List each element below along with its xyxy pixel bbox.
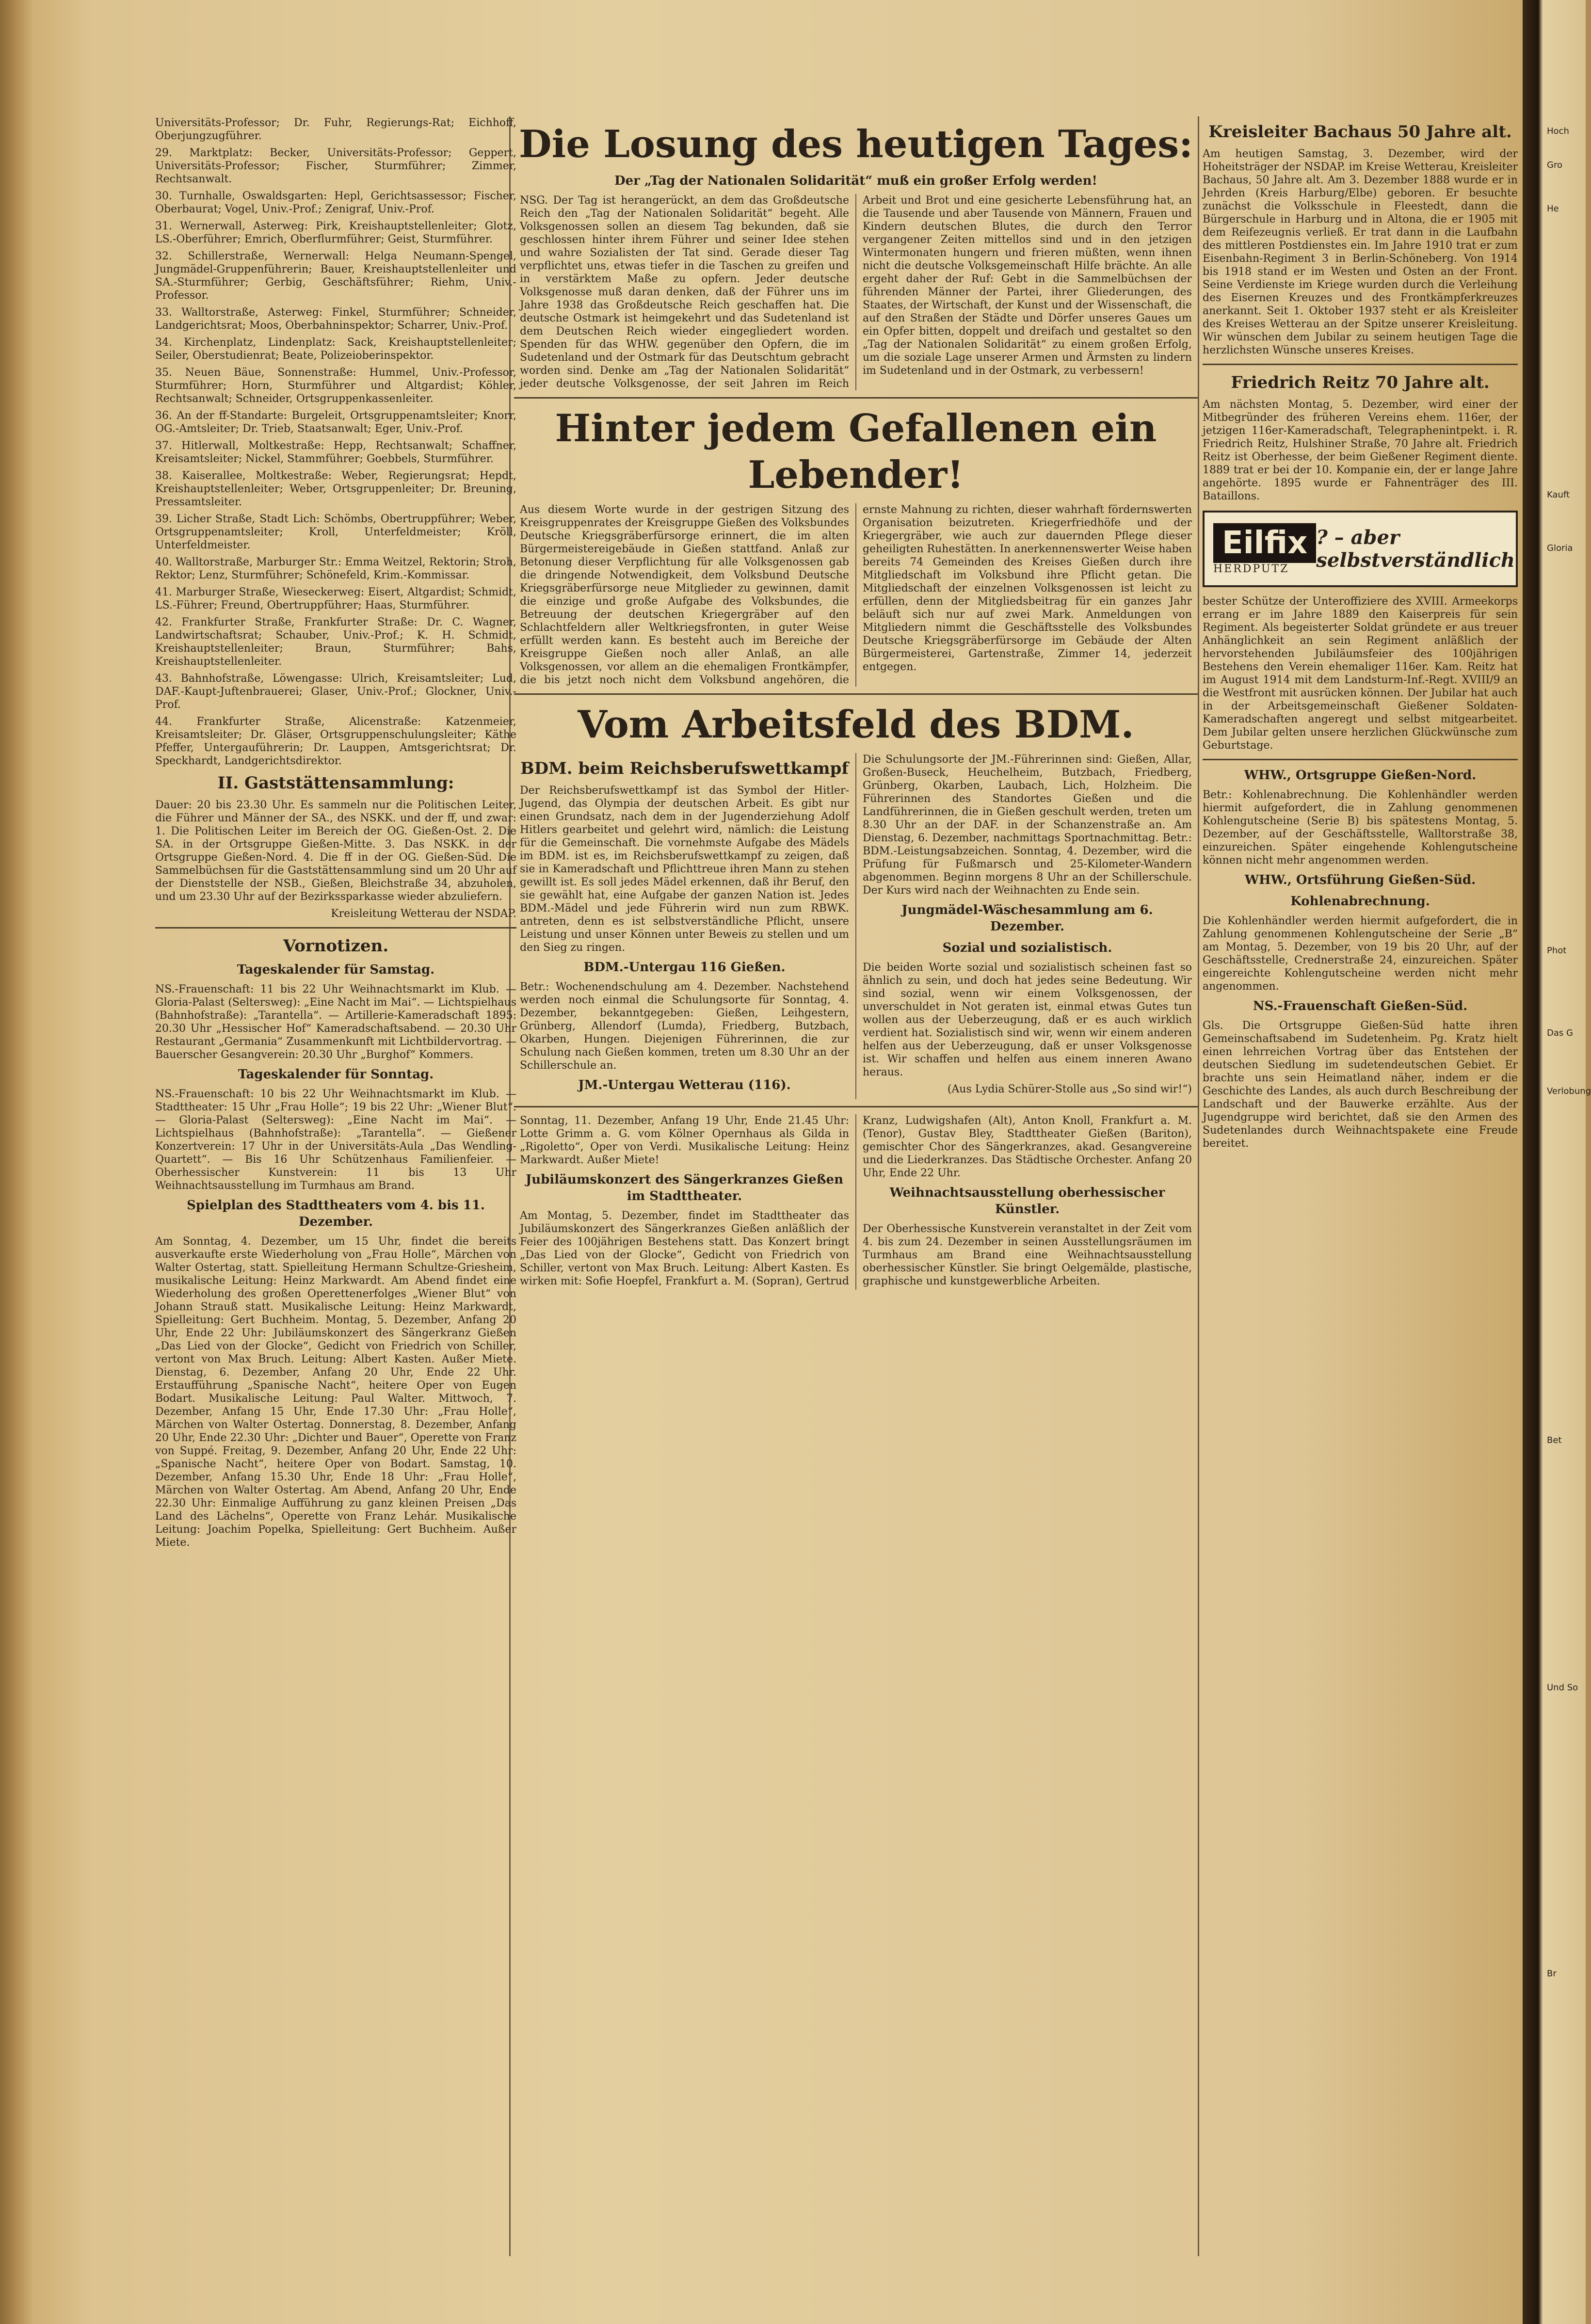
bdm-untergau-heading: BDM.-Untergau 116 Gießen.: [583, 960, 786, 975]
collection-point-item: 39. Licher Straße, Stadt Lich: Schömbs, Obertruppführer; Weber, Ortsgruppenamtsleiter; Kroll, Unterfeldmeister; Kröll, Unterfeldmeister.: [155, 513, 516, 551]
spielplan-text: Am Sonntag, 4. Dezember, um 15 Uhr, findet die bereits ausverkaufte erste Wiederholung von „Frau Holle“, Märchen von Walter Ostertag, statt. Spielleitung Hermann Schultze-Griesheim, musikalische Leitung: Heinz Markwardt. Am Abend findet eine Wiederholung des großen Operettenerfolges „Wiener Blut“ von Johann Strauß statt. Musikalische Leitung: Heinz Markwardt, Spielleitung: Gert Buchheim. Montag, 5. Dezember, Anfang 20 Uhr, Ende 22 Uhr: Jubiläumskonzert des Sängerkranz Gießen „Das Lied von der Glocke“, Gedicht von Friedrich von Schiller, vertont von Max Bruch. Leitung: Albert Kasten. Außer Miete. Dienstag, 6. Dezember, Anfang 20 Uhr, Ende 22 Uhr. Erstaufführung „Spanische Nacht“, heitere Oper von Eugen Bodart. Musikalische Leitung: Paul Walter. Mittwoch, 7. Dezember, Anfang 15 Uhr, Ende 17.30 Uhr: „Frau Holle“, Märchen von Walter Ostertag. Donnerstag, 8. Dezember, Anfang 20 Uhr, Ende 22.30 Uhr: „Dichter und Bauer“, Operette von Franz von Suppé. Freitag, 9. Dezember, Anfang 20 Uhr, Ende 22 Uhr: „Spanische Nacht“, heitere Oper von Bodart. Samstag, 10. Dezember, Anfang 15.30 Uhr, Ende 18 Uhr: „Frau Holle“, Märchen von Walter Ostertag. Am Abend, Anfang 20 Uhr, Ende 22.30 Uhr: Einmalige Aufführung zu ganz kleinen Preisen „Das Land des Lächelns“, Operette von Franz Lehár. Musikalische Leitung: Joachim Popelka, Spielleitung: Gert Buchheim. Außer Miete.: [155, 1235, 516, 1549]
divider: [514, 397, 1198, 399]
collection-point-item: 44. Frankfurter Straße, Alicenstraße: Katzenmeier, Kreisamtsleiter; Dr. Gläser, Ortsgruppenschulungsleiter; Käthe Pfeffer, Untergauführerin; Dr. Lauppen, Amtsgerichtsrat; Dr. Speckhardt, Landgerichtsdirektor.: [155, 716, 516, 767]
center-column: [514, 116, 1198, 2256]
gaststaetten-signature: Kreisleitung Wetterau der NSDAP.: [331, 908, 516, 920]
bdm-subheading: BDM. beim Reichsberufswettkampf: [520, 759, 849, 778]
next-page-fragment: Gro: [1547, 160, 1562, 170]
right-column: [1203, 116, 1518, 2256]
divider: [1203, 364, 1518, 365]
gaststaetten-heading: II. Gaststättensammlung:: [217, 773, 454, 793]
jm-waesche-source: (Aus Lydia Schürer-Stolle aus „So sind wir!“): [947, 1083, 1192, 1095]
rigoletto-text: Sonntag, 11. Dezember, Anfang 19 Uhr, Ende 21.45 Uhr: Lotte Grimm a. G. vom Kölner Opernhaus als Gilda in „Rigoletto“, Oper von Verdi. Musikalische Leitung: Heinz Markwardt. Außer Miete!: [520, 1114, 849, 1166]
subheadline-losung: Der „Tag der Nationalen Solidarität“ muß ein großer Erfolg werden!: [614, 174, 1097, 188]
collection-point-item: 38. Kaiserallee, Moltkestraße: Weber, Regierungsrat; Hepdt, Kreishauptstellenleiter; Weber, Ortsgruppenleiter; Dr. Breuning, Pressamtsleiter.: [155, 470, 516, 508]
jubilaeumskonzert-text: Am Montag, 5. Dezember, findet im Stadttheater das Jubiläumskonzert des Sängerkranzes Gießen anläßlich der Feier des 100jährigen Bestehens statt. Das Konzert bringt „Das Lied von der Glocke“, Gedicht von Friedrich von Schiller, vertont von Max Bruch. Leitung: Albert Kasten. Es wirken mit: Sofie Hoepfel, Frankfurt a. M. (Sopran), Gertrud Kranz, Ludwigshafen (Alt), Anton Knoll, Frankfurt a. M. (Tenor), Gustav Bley, Stadttheater Gießen (Bariton), gemischter Chor des Sängerkranzes, akad. Gesangvereine und die Liederkranzes. Das Städtische Orchester. Anfang 20 Uhr, Ende 22 Uhr.: [520, 1114, 1192, 1287]
gaststaetten-text: Dauer: 20 bis 23.30 Uhr. Es sammeln nur die Politischen Leiter, die Führer und Männer der SA., des NSKK. und der ff, und zwar: 1. Die Politischen Leiter im Bereich der OG. Gießen-Ost. 2. Die SA. in der Ortsgruppe Gießen-Mitte. 3. Das NSKK. in der Ortsgruppe Gießen-Nord. 4. Die ff in der OG. Gießen-Süd. Die Sammelbüchsen für die Gaststättensammlung sind um 20 Uhr auf der Dienststelle der NSB., Gießen, Bleichstraße 34, abzuholen, und um 23.30 Uhr auf der Bezirkssparkasse wieder abzuliefern.: [155, 799, 516, 903]
jm-text: Die Schulungsorte der JM.-Führerinnen sind: Gießen, Allar, Großen-Buseck, Heuchelheim, Butzbach, Friedberg, Grünberg, Okarben, Laubach, Lich, Holzheim. Die Führerinnen des Standortes Gießen und die Landführerinnen, die in Gießen geschult werden, treten um 8.30 Uhr an der DAF. in der Schanzenstraße an. Am Dienstag, 6. Dezember, nachmittags Sportnachmittag. Betr.: BDM.-Leistungsabzeichen. Sonntag, 4. Dezember, wird die Prüfung für Fußmarsch und 25-Kilometer-Wandern abgenommen. Beginn morgens 8 Uhr an der Schillerschule. Der Kurs wird nach der Weihnachten zu Ende sein.: [863, 753, 1192, 897]
next-page-fragment: Phot: [1547, 946, 1567, 956]
divider: [155, 927, 516, 929]
collection-point-item: 40. Walltorstraße, Marburger Str.: Emma Weitzel, Rektorin; Stroh, Rektor; Lenz, Sturmführer; Schönefeld, Krim.-Kommissar.: [155, 556, 516, 581]
eilfix-subtitle: HERDPUTZ: [1213, 562, 1289, 575]
headline-bdm: Vom Arbeitsfeld des BDM.: [578, 703, 1134, 747]
eilfix-advertisement: [1203, 511, 1518, 587]
collection-point-item: 34. Kirchenplatz, Lindenplatz: Sack, Kreishauptstellenleiter; Seiler, Oberstudienrat; Beate, Polizeioberinspektor.: [155, 337, 516, 362]
divider: [514, 693, 1198, 695]
next-page-fragment: Bet: [1547, 1435, 1562, 1445]
whw-sued-heading: WHW., Ortsführung Gießen-Süd.: [1244, 873, 1476, 887]
ns-frauenschaft-heading: NS.-Frauenschaft Gießen-Süd.: [1253, 999, 1468, 1013]
jubilaeumskonzert-heading: Jubiläumskonzert des Sängerkranzes Gießen im Stadttheater.: [525, 1172, 843, 1203]
reitz-heading: Friedrich Reitz 70 Jahre alt.: [1231, 373, 1490, 392]
headline-losung: Die Losung des heutigen Tages:: [519, 122, 1193, 166]
tageskalender-sonntag-text: NS.-Frauenschaft: 10 bis 22 Uhr Weihnachtsmarkt im Klub. — Stadttheater: 15 Uhr „Frau Holle“; 19 bis 22 Uhr: „Wiener Blut“. — Gloria-Palast (Seltersweg): „Eine Nacht im Mai“. — Lichtspielhaus (Bahnhofstraße): „Tarantella“. — Gießener Konzertverein: 17 Uhr in der Universitäts-Aula „Das Wendling-Quartett“. — Bis 16 Uhr Schützenhaus Familienfeier. — Oberhessischer Kunstverein: 11 bis 13 Uhr Weihnachtsausstellung im Turmhaus am Brand.: [155, 1088, 516, 1192]
vornotizen-heading: Vornotizen.: [283, 936, 389, 956]
spielplan-heading: Spielplan des Stadttheaters vom 4. bis 11. Dezember.: [187, 1198, 485, 1229]
weihnachtsausstellung-text: Der Oberhessische Kunstverein veranstaltet in der Zeit vom 4. bis zum 24. Dezember in seinen Ausstellungsräumen im Turmhaus am Brand eine Weihnachtsausstellung oberhessischer Künstler. Sie bringt Oelgemälde, plastische, graphische und kunstgewerbliche Arbeiten.: [863, 1222, 1192, 1287]
tageskalender-samstag-text: NS.-Frauenschaft: 11 bis 22 Uhr Weihnachtsmarkt im Klub. — Gloria-Palast (Seltersweg): „Eine Nacht im Mai“. — Lichtspielhaus (Bahnhofstraße): „Tarantella“. — Artillerie-Kameradschaft 1895: 20.30 Uhr „Hessischer Hof“ Kameradschaftsabend. — 20.30 Uhr Restaurant „Germania“ Zusammenkunft mit Lichtbildervortrag. — Bauerscher Gesangverein: 20.30 Uhr „Burghof“ Kommers.: [155, 983, 516, 1061]
whw-nord-heading: WHW., Ortsgruppe Gießen-Nord.: [1244, 768, 1477, 783]
collection-point-item: 35. Neuen Bäue, Sonnenstraße: Hummel, Univ.-Professor, Sturmführer; Horn, Sturmführer und Altgardist; Köhler, Rechtsanwalt; Schneider, Ortsgruppenkassenleiter.: [155, 367, 516, 405]
collection-points-list: [155, 146, 516, 768]
ns-frauenschaft-text: Gls. Die Ortsgruppe Gießen-Süd hatte ihren Gemeinschaftsabend im Sudetenheim. Pg. Kratz hielt einen lehrreichen Vortrag über das Entstehen der deutschen Siedlung im sudetendeutschen Gebiet. Er brachte uns sein Heimatland näher, indem er die Geschichte des Landes, als auch durch Beschreibung der Landschaft und der Bauwerke erzählte. Aus der Jugendgruppe wird berichtet, daß sie den Armen des Sudetenlandes durch Weihnachtspakete eine Freude bereitet.: [1203, 1020, 1518, 1150]
jm-waesche-heading: Jungmädel-Wäschesammlung am 6. Dezember.: [901, 903, 1153, 934]
tageskalender-sonntag-heading: Tageskalender für Sonntag.: [238, 1067, 434, 1082]
next-page-fragment: He: [1547, 204, 1559, 214]
tageskalender-samstag-heading: Tageskalender für Samstag.: [237, 962, 435, 977]
collection-point-item: 36. An der ff-Standarte: Burgeleit, Ortsgruppenamtsleiter; Knorr, OG.-Amtsleiter; Dr. Trieb, Staatsanwalt; Eger, Univ.-Prof.: [155, 410, 516, 435]
next-page-fragment: Br: [1547, 1969, 1557, 1979]
collection-point-item: 41. Marburger Straße, Wieseckerweg: Eisert, Altgardist; Schmidt, LS.-Führer; Freund, Obertruppführer; Haas, Sturmführer.: [155, 586, 516, 611]
collection-point-item: 29. Marktplatz: Becker, Universitäts-Professor; Geppert, Universitäts-Professor; Fischer, Sturmführer; Zimmer, Rechtsanwalt.: [155, 147, 516, 185]
eilfix-slogan: ? – aber selbstverständlich: [1316, 526, 1515, 572]
next-page-fragment: Verlobung: [1547, 1086, 1591, 1096]
reitz-text: Am nächsten Montag, 5. Dezember, wird einer der Mitbegründer des früheren Vereins ehem. 116er, der jetzigen 116er-Kameradschaft, Telegraphenintpekt. i. R. Friedrich Reitz, Hulshiner Straße, 70 Jahre alt. Friedrich Reitz ist Oberhesse, der beim Gießener Regiment diente. 1889 trat er bei der 10. Kompanie ein, der er lange Jahre angehörte. 1895 wurde er Fahnenträger des III. Bataillons.: [1203, 399, 1518, 502]
collection-point-item: 42. Frankfurter Straße, Frankfurter Straße: Dr. C. Wagner, Landwirtschaftsrat; Schauber, Univ.-Prof.; K. H. Schmidt, Kreishauptstellenleiter; Braun, Sturmführer; Bahs, Kreishauptstellenleiter.: [155, 616, 516, 668]
collection-point-item: 30. Turnhalle, Oswaldsgarten: Hepl, Gerichtsassessor; Fischer, Oberbaurat; Vogel, Univ.-Prof.; Zenigraf, Univ.-Prof.: [155, 190, 516, 215]
next-page-fragment: Das G: [1547, 1028, 1573, 1038]
bachhaus-heading: Kreisleiter Bachaus 50 Jahre alt.: [1208, 122, 1512, 142]
collection-point-item: 31. Wernerwall, Asterweg: Pirk, Kreishauptstellenleiter; Glotz, LS.-Oberführer; Emrich, Oberflurmführer; Geist, Sturmführer.: [155, 220, 516, 245]
jm-waesche-text: Die beiden Worte sozial und sozialistisch scheinen fast so ähnlich zu sein, und doch hat jedes seine Bedeutung. Wir sind sozial, wenn wir einem Volksgenossen, der unverschuldet in Not geraten ist, einmal etwas Gutes tun wollen aus der Ueberzeugung, daß er es auch wirklich verdient hat. Sozialistisch sind wir, wenn wir einem anderen helfen aus der Ueberzeugung, daß er unser Volksgenosse ist. Wir schaffen und helfen aus einem inneren Awano heraus.: [863, 962, 1192, 1078]
whw-sued-subheading: Kohlenabrechnung.: [1290, 894, 1430, 909]
headline-gefallenen: Hinter jedem Gefallenen ein Lebender!: [555, 406, 1157, 497]
next-page-fragment: Gloria: [1547, 543, 1573, 553]
left-intro: Universitäts-Professor; Dr. Fuhr, Regierungs-Rat; Eichhoff, Oberjungzugführer.: [155, 117, 516, 142]
eilfix-logo: Eilfix: [1213, 523, 1316, 563]
next-page-fragment: Kauft: [1547, 490, 1570, 500]
collection-point-item: 43. Bahnhofstraße, Löwengasse: Ulrich, Kreisamtsleiter; Lud, DAF.-Kaupt-Juftenbrauerei; Glaser, Univ.-Prof.; Glockner, Univ.-Prof.: [155, 673, 516, 711]
collection-point-item: 37. Hitlerwall, Moltkestraße: Hepp, Rechtsanwalt; Schaffner, Kreisamtsleiter; Nickel, Stammführer; Goebbels, Sturmführer.: [155, 440, 516, 465]
bachhaus-text: Am heutigen Samstag, 3. Dezember, wird der Hoheitsträger der NSDAP. im Kreise Wetterau, Kreisleiter Bachaus, 50 Jahre alt. Am 3. Dezember 1888 wurde er in Jehrden (Kreis Harburg/Elbe) geboren. Er besuchte zunächst die Volksschule in Fleestedt, dann die Bürgerschule in Harburg und in Altona, die er 1905 mit dem Reifezeugnis verließ. Er trat dann in die Laufbahn des mittleren Postdienstes ein. Im Jahre 1910 trat er zum Eisenbahn-Regiment 3 in Berlin-Schöneberg. Von 1914 bis 1918 stand er im Westen und Osten an der Front. Seine Verdienste im Kriege wurden durch die Verleihung des Eisernen Kreuzes und des Frontkämpferkreuzes anerkannt. Seit 1. Oktober 1937 steht er als Kreisleiter des Kreises Wetterau an der Spitze unserer Kreisleitung. Wir wünschen dem Jubilar zu seinem heutigen Tage die herzlichsten Wünsche unseres Kreises.: [1203, 148, 1518, 356]
whw-nord-text: Betr.: Kohlenabrechnung. Die Kohlenhändler werden hiermit aufgefordert, die in Zahlung genommenen Kohlengutscheine (Serie B) bis spätestens Montag, 5. Dezember, auf der Geschäftsstelle, Walltorstraße 38, einzureichen. Später eingehende Kohlengutscheine können nicht mehr angenommen werden.: [1203, 789, 1518, 866]
collection-point-item: 32. Schillerstraße, Wernerwall: Helga Neumann-Spengel, Jungmädel-Gruppenführerin; Bauer, Kreishauptstellenleiter und SA.-Sturmführer; Gerbig, Geschäftsführer; Riehm, Univ.-Professor.: [155, 250, 516, 302]
jm-waesche-subheading: Sozial und sozialistisch.: [942, 941, 1112, 955]
next-page-fragment: Und So: [1547, 1683, 1578, 1693]
article-losung-text: NSG. Der Tag ist herangerückt, an dem das Großdeutsche Reich den „Tag der Nationalen Solidarität“ begeht. Alle Volksgenossen sollen an diesem Tag bekunden, daß sie geschlossen hinter ihrem Führer und seiner Idee stehen und wahre Sozialisten der Tat sind. Gerade dieser Tag verpflichtet uns, etwas tiefer in die Taschen zu greifen und in verstärktem Maße zu opfern. Jeder deutsche Volksgenosse muß daran denken, daß der Führer uns im Jahre 1938 das Großdeutsche Reich geschaffen hat. Die deutsche Ostmark ist heimgekehrt und das Sudetenland ist dem Deutschen Reich wieder eingegliedert worden. Spenden für das WHW. gegenüber den Opfern, die im Sudetenland und der Ostmark für das Deutschtum gebracht worden sind. Denke am „Tag der Nationalen Solidarität“ jeder deutsche Volksgenosse, der seit Jahren im Reich Arbeit und Brot und eine gesicherte Lebensführung hat, an die Tausende und aber Tausende von Männern, Frauen und Kindern deutschen Blutes, die durch den Terror vergangener Zeiten mittellos sind und in den jetzigen Wintermonaten hungern und frieren müßten, wenn ihnen nicht die deutsche Volksgemeinschaft Hilfe brächte. An alle ergeht daher der Ruf: Gebt in die Sammelbüchsen der führenden Männer der Partei, ihrer Gliederungen, des Staates, der Wirtschaft, der Kunst und der Wissenschaft, die auf den Straßen der Städte und Dörfer unseres Gaues um ein Opfer bitten, doppelt und dreifach und gestaltet so den „Tag der Nationalen Solidarität“ zu einem großen Erfolg, um die soziale Lage unserer Armen und Ärmsten zu lindern im Sudetenland und in der Ostmark, zu verbessern!: [520, 194, 1192, 390]
article-gefallenen-text: Aus diesem Worte wurde in der gestrigen Sitzung des Kreisgruppenrates der Kreisgruppe Gießen des Volksbundes Deutsche Kriegsgräberfürsorge erinnert, die im alten Bürgermeistereigebäude in Gießen stattfand. Anlaß zur Betonung dieser Verpflichtung für alle Volksgenossen gab die dringende Notwendigkeit, dem Volksbund Deutsche Kriegsgräberfürsorge neue Mitglieder zu gewinnen, damit die einzige und große Aufgabe des Volksbundes, die Betreuung der deutschen Kriegergräber auf den Schlachtfeldern aller Weltkriegsfronten, in guter Weise erfüllt werden kann. Es besteht auch im Bereiche der Kreisgruppe Gießen noch aller Anlaß, an alle Volksgenossen, vor allem an die ehemaligen Frontkämpfer, die bis jetzt noch nicht dem Volksbund angehören, die ernste Mahnung zu richten, dieser wahrhaft fördernswerten Organisation beizutreten. Kriegerfriedhöfe und der Kriegergräber, wie auch zur dauernden Pflege dieser geheiligten Ruhestätten. In anerkennenswerter Weise haben bereits 74 Gemeinden des Kreises Gießen durch ihre Mitgliedschaft im Volksbund ihre Pflicht getan. Die Mitgliedschaft der einzelnen Volksgenossen ist leicht zu erfüllen, denn der Mitgliedsbeitrag für ein ganzes Jahr beläuft sich nur auf zwei Mark. Anmeldungen von Mitgliedern nimmt die Geschäftsstelle des Volksbundes Deutsche Kriegsgräberfürsorge im Gebäude der Alten Bürgermeisterei, Gartenstraße, Zimmer 14, jederzeit entgegen.: [520, 504, 1192, 686]
divider: [514, 1106, 1198, 1107]
bdm-wochenende-text: Betr.: Wochenendschulung am 4. Dezember. Nachstehend werden noch einmal die Schulungsorte für Sonntag, 4. Dezember, bekanntgegeben: Gießen, Leihgestern, Grünberg, Allendorf (Lumda), Friedberg, Butzbach, Okarben, Hungen. Diejenigen Führerinnen, die zur Schulung nach Gießen kommen, treten um 8.30 Uhr an der Schillerschule an.: [520, 981, 849, 1072]
left-column: [155, 116, 516, 2256]
column-rule: [1198, 116, 1199, 2256]
page-binding: [0, 0, 34, 2324]
weihnachtsausstellung-heading: Weihnachtsausstellung oberhessischer Künstler.: [889, 1185, 1165, 1217]
bdm-text: Der Reichsberufswettkampf ist das Symbol der Hitler-Jugend, das Olympia der deutschen Arbeit. Es gibt nur einen Grundsatz, nach dem in der Jugenderziehung Adolf Hitlers gearbeitet und gelehrt wird, nämlich: die Leistung für die Gemeinschaft. Die vornehmste Aufgabe des Mädels im BDM. ist es, im Reichsberufswettkampf zu zeigen, daß sie in Kameradschaft und Pflichttreue ihren Mann zu stehen gewillt ist. Es soll jedes Mädel erkennen, daß ihr Beruf, den sie gewählt hat, eine Aufgabe der ganzen Nation ist. Jedes BDM.-Mädel und jede Führerin wird nun zum RBWK. antreten, denn es ist selbstverständliche Pflicht, unsere Leistung und unser Können unter Beweis zu stellen und um den Sieg zu ringen.: [520, 785, 849, 954]
next-page-fragment: Hoch: [1547, 126, 1569, 136]
collection-point-item: 33. Walltorstraße, Asterweg: Finkel, Sturmführer; Schneider, Landgerichtsrat; Moos, Oberbahninspektor; Scharrer, Univ.-Prof.: [155, 306, 516, 332]
divider: [1203, 759, 1518, 760]
reitz-text-continued: bester Schütze der Unteroffiziere des XVIII. Armeekorps errang er im Jahre 1889 den Kaiserpreis für sein Regiment. Als begeisterter Soldat gründete er aus treuer Anhänglichkeit an sein Regiment anläßlich der hervorstehenden Jubiläumsfeier des 100jährigen Bestehens den Verein ehemaliger 116er. Kam. Reitz hat im August 1914 mit dem Landsturm-Inf.-Regt. XVIII/9 an die Westfront mit ausrücken können. Der Jubilar hat auch in der Arbeitsgemeinschaft Gießener Soldaten-Kameradschaften angeregt und selbst mitgearbeitet. Dem Jubilar gelten unsere herzlichen Glückwünsche zum Geburtstage.: [1203, 595, 1518, 752]
jm-untergau-heading: JM.-Untergau Wetterau (116).: [578, 1078, 791, 1092]
whw-sued-text: Die Kohlenhändler werden hiermit aufgefordert, die in Zahlung genommenen Kohlengutscheine der Serie „B“ am Montag, 5. Dezember, von 19 bis 20 Uhr, auf der Geschäftsstelle, Crednerstraße 24, einzureichen. Später eingereichte Kohlengutscheine werden nicht mehr angenommen.: [1203, 915, 1518, 993]
